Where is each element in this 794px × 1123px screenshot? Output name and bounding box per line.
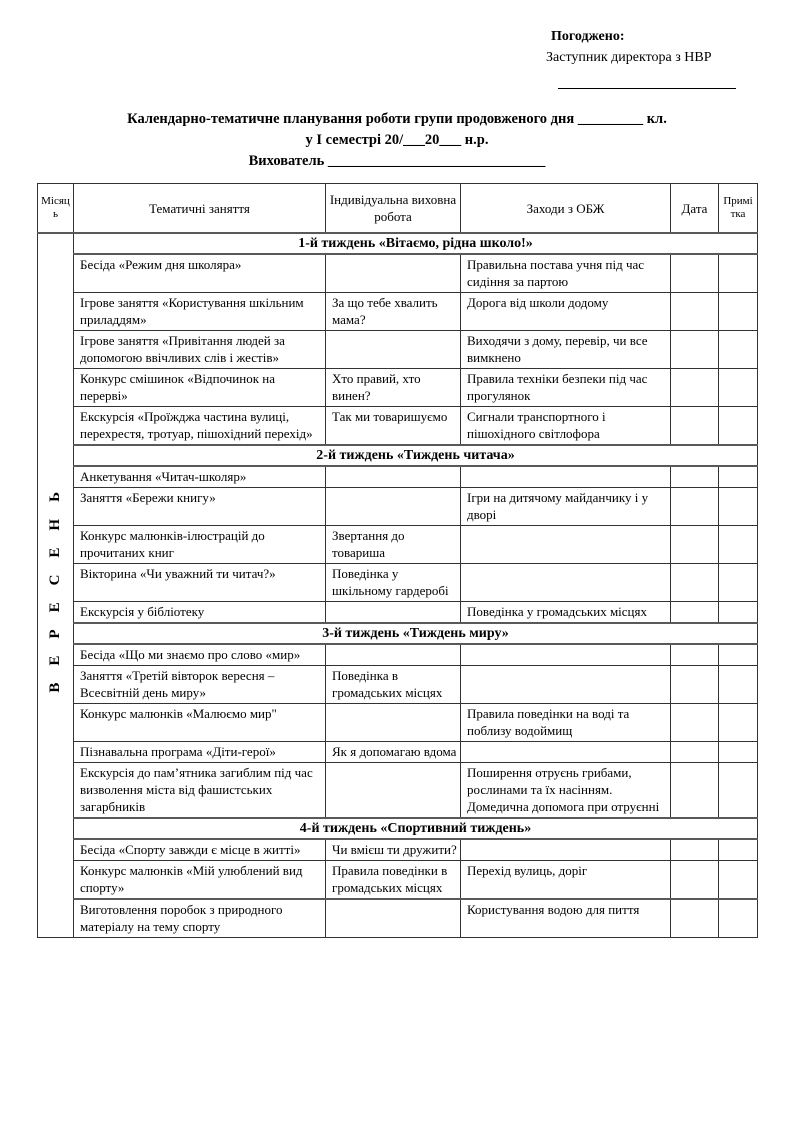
- topic-cell: Екскурсія до пам’ятника загиблим під час визволення міста від фашистських загарбників: [74, 763, 326, 819]
- note-cell: [719, 602, 758, 624]
- table-row: [38, 564, 758, 602]
- week-title: 1-й тиждень «Вітаємо, рідна школо!»: [74, 233, 758, 254]
- month-label: ВЕРЕСЕНЬ: [47, 474, 63, 693]
- table-row: [38, 407, 758, 446]
- individual-work-cell: Чи вмієш ти дружити?: [326, 839, 461, 861]
- date-cell: [671, 742, 719, 763]
- safety-cell: Дорога від школи додому: [461, 293, 671, 331]
- individual-work-cell: [326, 704, 461, 742]
- header-note: Примітка: [719, 184, 758, 234]
- topic-cell: Заняття «Третій вівторок вересня – Всесвітній день миру»: [74, 666, 326, 704]
- safety-cell: Правила поведінки на воді та поблизу водоймищ: [461, 704, 671, 742]
- header-date: Дата: [671, 184, 719, 234]
- safety-cell: [461, 839, 671, 861]
- header-month: Місяць: [38, 184, 74, 234]
- individual-work-cell: Як я допомагаю вдома: [326, 742, 461, 763]
- safety-cell: [461, 742, 671, 763]
- table-row: [38, 488, 758, 526]
- document-title: [0, 109, 794, 172]
- table-row: [38, 763, 758, 819]
- month-cell: [38, 233, 74, 938]
- table-row: [38, 331, 758, 369]
- approval-block: [546, 26, 742, 89]
- individual-work-cell: Так ми товаришуємо: [326, 407, 461, 446]
- topic-cell: Бесіда «Спорту завжди є місце в житті»: [74, 839, 326, 861]
- note-cell: [719, 564, 758, 602]
- topic-cell: Бесіда «Режим дня школяра»: [74, 254, 326, 293]
- individual-work-cell: [326, 763, 461, 819]
- safety-cell: [461, 526, 671, 564]
- date-cell: [671, 763, 719, 819]
- table-row: [38, 704, 758, 742]
- safety-cell: [461, 666, 671, 704]
- approval-label: Погоджено:: [551, 29, 625, 44]
- date-cell: [671, 293, 719, 331]
- planning-table: [37, 183, 758, 938]
- week-band-row: [38, 623, 758, 644]
- week-title: 4-й тиждень «Спортивний тиждень»: [74, 818, 758, 839]
- topic-cell: Бесіда «Що ми знаємо про слово «мир»: [74, 644, 326, 666]
- header-topics: Тематичні заняття: [74, 184, 326, 234]
- title-line-1: Календарно-тематичне планування роботи групи продовженого дня _________ кл.: [127, 111, 667, 127]
- date-cell: [671, 407, 719, 446]
- table-header-row: [38, 184, 758, 234]
- note-cell: [719, 407, 758, 446]
- table-row: [38, 644, 758, 666]
- individual-work-cell: [326, 899, 461, 938]
- date-cell: [671, 254, 719, 293]
- note-cell: [719, 742, 758, 763]
- individual-work-cell: [326, 254, 461, 293]
- date-cell: [671, 666, 719, 704]
- note-cell: [719, 899, 758, 938]
- title-line-2: у І семестрі 20/___20___ н.р.: [305, 132, 489, 148]
- date-cell: [671, 899, 719, 938]
- topic-cell: Виготовлення поробок з природного матеріалу на тему спорту: [74, 899, 326, 938]
- date-cell: [671, 526, 719, 564]
- note-cell: [719, 763, 758, 819]
- date-cell: [671, 331, 719, 369]
- safety-cell: Сигнали транспортного і пішохідного світлофора: [461, 407, 671, 446]
- date-cell: [671, 861, 719, 900]
- topic-cell: Заняття «Бережи книгу»: [74, 488, 326, 526]
- week-title: 2-й тиждень «Тиждень читача»: [74, 445, 758, 466]
- individual-work-cell: Поведінка в громадських місцях: [326, 666, 461, 704]
- topic-cell: Анкетування «Читач-школяр»: [74, 466, 326, 488]
- topic-cell: Ігрове заняття «Привітання людей за допомогою ввічливих слів і жестів»: [74, 331, 326, 369]
- note-cell: [719, 331, 758, 369]
- approver-title: Заступник директора з НВР: [546, 50, 712, 65]
- week-band-row: [38, 445, 758, 466]
- table-row: [38, 742, 758, 763]
- table-row: [38, 861, 758, 900]
- note-cell: [719, 526, 758, 564]
- table-row: [38, 526, 758, 564]
- individual-work-cell: [326, 466, 461, 488]
- table-row: [38, 666, 758, 704]
- title-line-3: Вихователь ______________________________: [248, 153, 546, 169]
- note-cell: [719, 254, 758, 293]
- table-row: [38, 369, 758, 407]
- safety-cell: Поведінка у громадських місцях: [461, 602, 671, 624]
- individual-work-cell: Хто правий, хто винен?: [326, 369, 461, 407]
- safety-cell: Користування водою для пиття: [461, 899, 671, 938]
- topic-cell: Екскурсія «Проїжджа частина вулиці, перехрестя, тротуар, пішохідний перехід»: [74, 407, 326, 446]
- date-cell: [671, 564, 719, 602]
- week-title: 3-й тиждень «Тиждень миру»: [74, 623, 758, 644]
- individual-work-cell: Звертання до товариша: [326, 526, 461, 564]
- note-cell: [719, 666, 758, 704]
- safety-cell: [461, 564, 671, 602]
- note-cell: [719, 839, 758, 861]
- topic-cell: Ігрове заняття «Користування шкільним приладдям»: [74, 293, 326, 331]
- table-row: [38, 466, 758, 488]
- note-cell: [719, 466, 758, 488]
- safety-cell: Ігри на дитячому майданчику і у дворі: [461, 488, 671, 526]
- safety-cell: [461, 644, 671, 666]
- approver-signature-line: [558, 77, 736, 89]
- note-cell: [719, 488, 758, 526]
- note-cell: [719, 369, 758, 407]
- date-cell: [671, 704, 719, 742]
- individual-work-cell: [326, 331, 461, 369]
- topic-cell: Конкурс смішинок «Відпочинок на перерві»: [74, 369, 326, 407]
- header-safety: Заходи з ОБЖ: [461, 184, 671, 234]
- date-cell: [671, 488, 719, 526]
- topic-cell: Конкурс малюнків-ілюстрацій до прочитаних книг: [74, 526, 326, 564]
- individual-work-cell: [326, 488, 461, 526]
- planning-table-body: [38, 233, 758, 938]
- week-band-row: [38, 233, 758, 254]
- individual-work-cell: [326, 644, 461, 666]
- table-row: [38, 839, 758, 861]
- safety-cell: Перехід вулиць, доріг: [461, 861, 671, 900]
- date-cell: [671, 466, 719, 488]
- note-cell: [719, 644, 758, 666]
- note-cell: [719, 861, 758, 900]
- topic-cell: Екскурсія у бібліотеку: [74, 602, 326, 624]
- note-cell: [719, 293, 758, 331]
- topic-cell: Конкурс малюнків «Мій улюблений вид спорту»: [74, 861, 326, 900]
- individual-work-cell: Правила поведінки в громадських місцях: [326, 861, 461, 900]
- topic-cell: Пізнавальна програма «Діти-герої»: [74, 742, 326, 763]
- safety-cell: [461, 466, 671, 488]
- table-row: [38, 602, 758, 624]
- safety-cell: Правильна постава учня під час сидіння за партою: [461, 254, 671, 293]
- table-row: [38, 899, 758, 938]
- date-cell: [671, 839, 719, 861]
- table-row: [38, 254, 758, 293]
- note-cell: [719, 704, 758, 742]
- topic-cell: Конкурс малюнків «Малюємо мир": [74, 704, 326, 742]
- individual-work-cell: Поведінка у шкільному гардеробі: [326, 564, 461, 602]
- date-cell: [671, 602, 719, 624]
- date-cell: [671, 369, 719, 407]
- individual-work-cell: За що тебе хвалить мама?: [326, 293, 461, 331]
- week-band-row: [38, 818, 758, 839]
- individual-work-cell: [326, 602, 461, 624]
- date-cell: [671, 644, 719, 666]
- header-individual-work: Індивідуальна виховна робота: [326, 184, 461, 234]
- safety-cell: Правила техніки безпеки під час прогулянок: [461, 369, 671, 407]
- table-row: [38, 293, 758, 331]
- safety-cell: Поширення отруєнь грибами, рослинами та їх насінням. Домедична допомога при отруєнні: [461, 763, 671, 819]
- safety-cell: Виходячи з дому, перевір, чи все вимкнено: [461, 331, 671, 369]
- topic-cell: Вікторина «Чи уважний ти читач?»: [74, 564, 326, 602]
